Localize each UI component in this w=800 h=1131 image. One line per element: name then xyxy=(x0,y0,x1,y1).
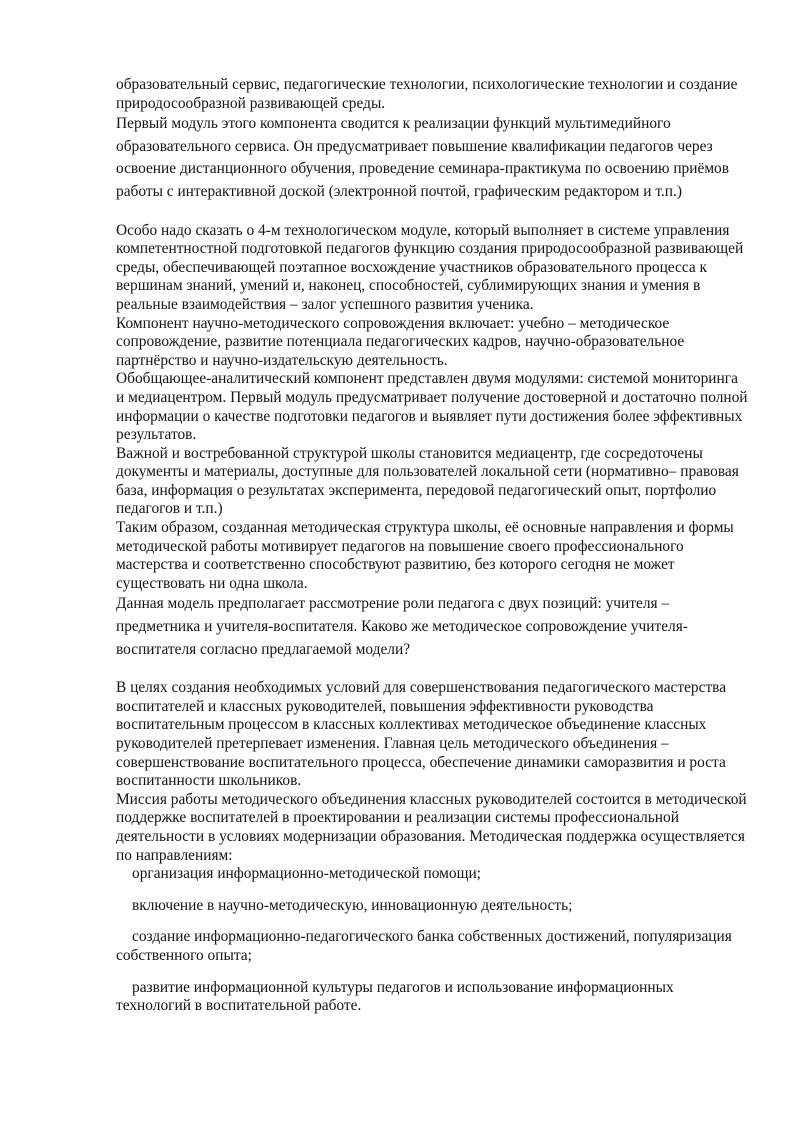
paragraph-10: Миссия работы методического объединения классных руководителей состоится в методической поддержке воспитателей в проектировании и реализации системы профессиональной деятельности в условиях модернизации образования. Методическая поддержка осуществляется по направлениям: xyxy=(116,790,747,864)
list-item: включение в научно-методическую, инновационную деятельность; xyxy=(132,896,573,914)
list-gap xyxy=(116,966,748,979)
paragraph-5: Обобщающее-аналитический компонент представлен двумя модулями: системой мониторинга и медиацентром. Первый модуль предусматривает получение достоверной и достаточно полной информации о качестве подготовки педагогов и выявляет пути достижения более эффективных результатов. xyxy=(116,370,748,444)
paragraph-4: Компонент научно-методического сопровождения включает: учебно – методическое сопровождение, развитие потенциала педагогических кадров, научно-образовательное партнёрство и научно-издательскую деятельность. xyxy=(116,314,685,369)
list-item: развитие информационной культуры педагогов и использование информационных технологий в воспитательной работе. xyxy=(116,978,674,1015)
document-page xyxy=(116,76,748,1016)
list-gap xyxy=(116,884,748,897)
paragraph-9: В целях создания необходимых условий для совершенствования педагогического мастерства воспитателей и классных руководителей, повышения эффективности руководства воспитательным процессом в классных коллективах методическое объединение классных руководителей претерпевает изменения. Главная цель методического объединения – совершенствование воспитательного процесса, обеспечение динамики саморазвития и роста воспитанности школьников. xyxy=(116,679,727,790)
paragraph-gap xyxy=(116,661,748,679)
paragraph-8: Данная модель предполагает рассмотрение роли педагога с двух позиций: учителя – предметника и учителя-воспитателя. Каково же методическое сопровождение учителя-воспитателя согласно предлагаемой модели? xyxy=(116,595,688,658)
paragraph-gap xyxy=(116,204,748,222)
list-item: организация информационно-методической помощи; xyxy=(132,865,481,883)
paragraph-1: образовательный сервис, педагогические технологии, психологические технологии и создание природосообразной развивающей среды. xyxy=(116,76,738,112)
list-item: создание информационно-педагогического банка собственных достижений, популяризация собственного опыта; xyxy=(116,928,732,964)
list-gap xyxy=(116,915,748,928)
paragraph-2: Первый модуль этого компонента сводится к реализации функций мультимедийного образовательного сервиса. Он предусматривает повышение квалификации педагогов через освоение дистанционного обучения, проведение семинара-практикума по освоению приёмов работы с интерактивной доской (электронной почтой, графическим редактором и т.п.) xyxy=(116,115,730,200)
paragraph-3: Особо надо сказать о 4-м технологическом модуле, который выполняет в системе управления компетентностной подготовкой педагогов функцию создания природосообразной развивающей среды, обеспечивающей поэтапное восхождение участников образовательного процесса к вершинам знаний, умений и, наконец, способностей, сублимирующих знания и умения в реальные взаимодействия – залог успешного развития ученика. xyxy=(116,221,744,313)
paragraph-6: Важной и востребованной структурой школы становится медиацентр, где сосредоточены документы и материалы, доступные для пользователей локальной сети (нормативно– правовая база, информация о результатах эксперимента, передовой педагогический опыт, портфолио педагогов и т.п.) xyxy=(116,444,739,518)
paragraph-7: Таким образом, созданная методическая структура школы, её основные направления и формы методической работы мотивирует педагогов на повышение своего профессионального мастерства и соответственно способствуют развитию, без которого сегодня не может существовать ни одна школа. xyxy=(116,519,734,592)
